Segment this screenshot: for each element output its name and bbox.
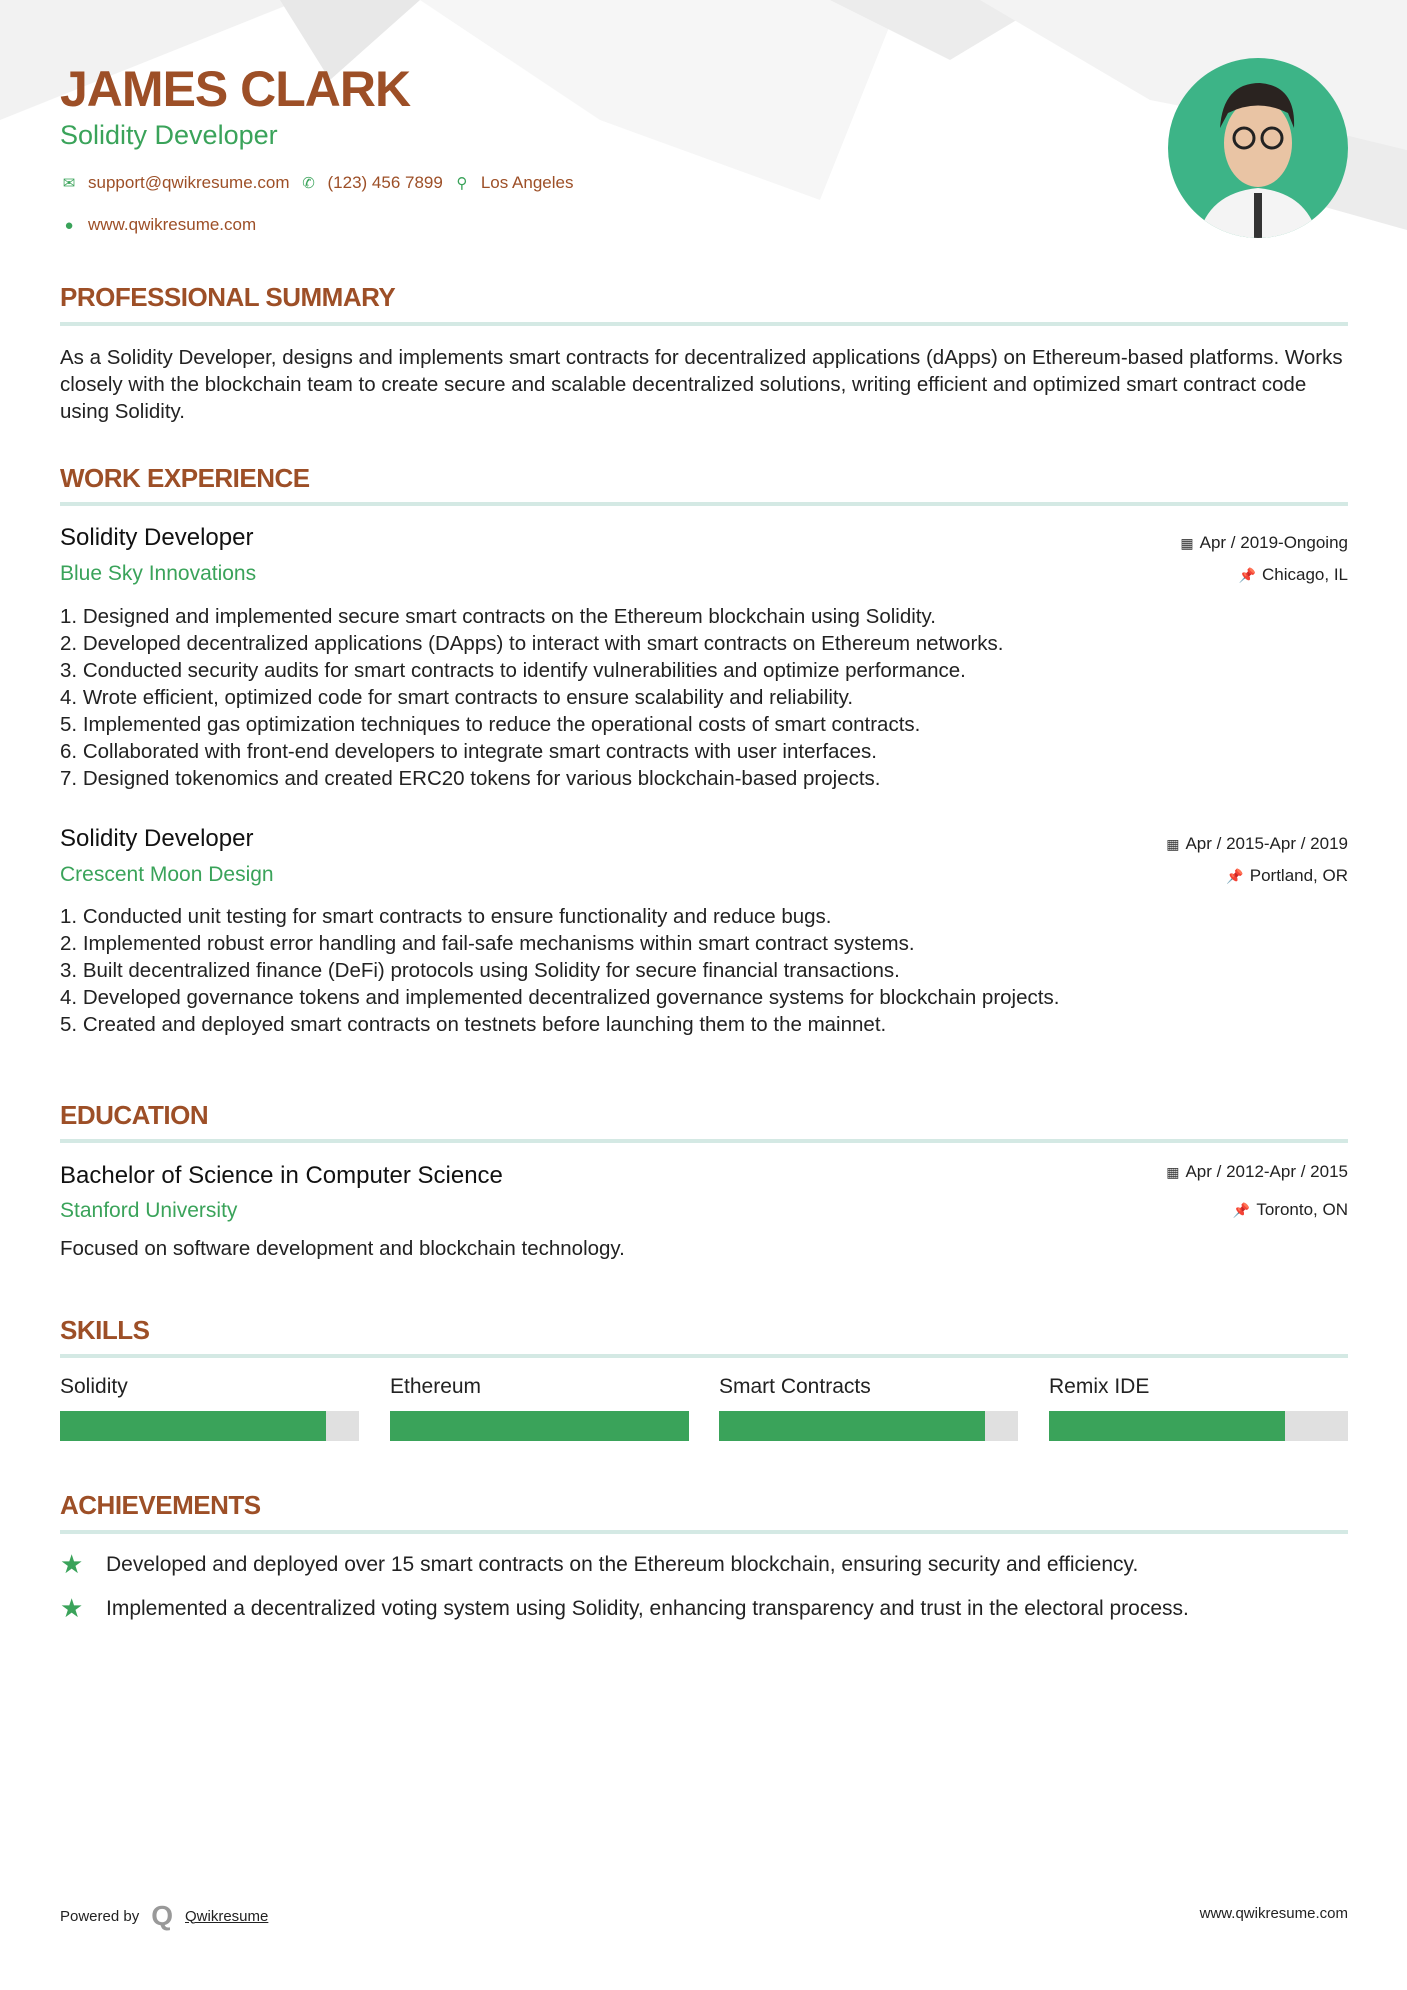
- job-location-text: Chicago, IL: [1262, 565, 1348, 584]
- powered-by-label: Powered by: [60, 1907, 140, 1925]
- job-location: [1226, 866, 1348, 886]
- divider: [60, 1354, 1348, 1358]
- divider: [60, 1530, 1348, 1534]
- pin-icon: 📌: [1232, 1201, 1251, 1218]
- list-item: Developed decentralized applications (DApps) to interact with smart contracts on Ethereum networks.: [82, 632, 1004, 655]
- skill-item: [719, 1375, 1018, 1441]
- candidate-name: JAMES CLARK: [60, 61, 411, 117]
- achievement-text: Developed and deployed over 15 smart contracts on the Ethereum blockchain, ensuring security and efficiency.: [106, 1552, 1139, 1576]
- phone-text: (123) 456 7899: [327, 173, 443, 192]
- calendar-icon: ▦: [1166, 835, 1180, 852]
- job-company: Blue Sky Innovations: [60, 562, 257, 585]
- skill-bar: [719, 1411, 1018, 1441]
- contact-row: [60, 173, 573, 193]
- pin-icon: 📌: [1238, 566, 1256, 583]
- skill-name: Smart Contracts: [719, 1375, 871, 1398]
- list-item: Designed tokenomics and created ERC20 tokens for various blockchain-based projects.: [82, 767, 881, 790]
- skill-name: Ethereum: [390, 1375, 482, 1398]
- job-dates: [1180, 533, 1348, 553]
- phone-icon: ✆: [302, 175, 315, 192]
- job-dates-text: Apr / 2019-Ongoing: [1199, 533, 1348, 552]
- globe-icon: ●: [64, 216, 74, 234]
- list-item: Implemented robust error handling and fail-safe mechanisms within smart contract systems.: [82, 932, 915, 955]
- footer-website[interactable]: www.qwikresume.com: [1199, 1905, 1348, 1922]
- divider: [60, 1139, 1348, 1143]
- achievement-text: Implemented a decentralized voting system using Solidity, enhancing transparency and trust in the electoral process.: [106, 1596, 1189, 1620]
- skill-fill: [1049, 1411, 1285, 1441]
- job-location: [1239, 565, 1348, 585]
- envelope-icon: ✉: [62, 175, 76, 192]
- map-pin-icon: ⚲: [456, 175, 468, 192]
- calendar-icon: ▦: [1180, 534, 1194, 551]
- list-item: Conducted unit testing for smart contracts to ensure functionality and reduce bugs.: [82, 905, 832, 928]
- pin-icon: 📌: [1226, 867, 1244, 884]
- list-item: Developed governance tokens and implemented decentralized governance systems for blockchain projects.: [82, 986, 1060, 1009]
- education-dates-text: Apr / 2012-Apr / 2015: [1185, 1162, 1348, 1181]
- summary-text: As a Solidity Developer, designs and implements smart contracts for decentralized applications (dApps) on Ethereum-based platforms. Works closely with the blockchain team to create secure and scalable decentralized solutions, writing efficient and optimized smart contract code using Solidity.: [60, 346, 1343, 423]
- email-link[interactable]: support@qwikresume.com: [88, 173, 290, 192]
- summary-heading: PROFESSIONAL SUMMARY: [60, 282, 396, 312]
- education-dates: [1166, 1162, 1348, 1182]
- education-description: Focused on software development and blockchain technology.: [60, 1237, 625, 1260]
- job-location-text: Portland, OR: [1249, 866, 1348, 885]
- qwikresume-logo-icon: Q: [151, 1900, 173, 1931]
- divider: [60, 322, 1348, 326]
- star-award-icon: ★: [60, 1593, 84, 1623]
- job-bullets: [60, 603, 1348, 792]
- skill-bar: [390, 1411, 689, 1441]
- list-item: Created and deployed smart contracts on testnets before launching them to the mainnet.: [82, 1013, 887, 1036]
- job-title: Solidity Developer: [60, 825, 254, 852]
- skill-item: [390, 1375, 689, 1441]
- divider: [60, 502, 1348, 506]
- experience-heading: WORK EXPERIENCE: [60, 463, 310, 493]
- school: Stanford University: [60, 1199, 238, 1222]
- skill-item: [1049, 1375, 1348, 1441]
- website-row: [60, 215, 256, 235]
- skill-fill: [719, 1411, 985, 1441]
- job-dates-text: Apr / 2015-Apr / 2019: [1185, 834, 1348, 853]
- job-company: Crescent Moon Design: [60, 863, 274, 886]
- website-link[interactable]: www.qwikresume.com: [88, 215, 257, 234]
- list-item: Designed and implemented secure smart contracts on the Ethereum blockchain using Solidity.: [82, 605, 936, 628]
- skill-fill: [390, 1411, 689, 1441]
- location-text: Los Angeles: [480, 173, 574, 192]
- profile-photo: [1168, 58, 1348, 238]
- education-location: [1233, 1200, 1348, 1220]
- list-item: Collaborated with front-end developers to integrate smart contracts with user interfaces.: [82, 740, 878, 763]
- degree: Bachelor of Science in Computer Science: [60, 1162, 503, 1189]
- education-location-text: Toronto, ON: [1256, 1200, 1348, 1219]
- skills-heading: SKILLS: [60, 1315, 150, 1345]
- education-heading: EDUCATION: [60, 1100, 209, 1130]
- skill-name: Solidity: [60, 1375, 128, 1398]
- candidate-title: Solidity Developer: [60, 120, 278, 150]
- list-item: Conducted security audits for smart contracts to identify vulnerabilities and optimize performance.: [82, 659, 966, 682]
- achievements-heading: ACHIEVEMENTS: [60, 1490, 261, 1520]
- job-title: Solidity Developer: [60, 524, 254, 551]
- calendar-icon: ▦: [1166, 1163, 1180, 1180]
- brand-link[interactable]: Qwikresume: [185, 1907, 269, 1925]
- footer-left: [60, 1900, 268, 1932]
- achievement-item: [60, 1593, 1189, 1624]
- job-bullets: [60, 903, 1348, 1038]
- skill-bar: [1049, 1411, 1348, 1441]
- job-dates: [1166, 834, 1348, 854]
- skill-bar: [60, 1411, 359, 1441]
- skill-item: [60, 1375, 359, 1441]
- list-item: Implemented gas optimization techniques to reduce the operational costs of smart contracts.: [82, 713, 921, 736]
- list-item: Wrote efficient, optimized code for smart contracts to ensure scalability and reliability.: [82, 686, 854, 709]
- star-award-icon: ★: [60, 1549, 84, 1579]
- achievement-item: [60, 1549, 1138, 1580]
- skill-fill: [60, 1411, 326, 1441]
- list-item: Built decentralized finance (DeFi) protocols using Solidity for secure financial transactions.: [82, 959, 900, 982]
- skill-name: Remix IDE: [1049, 1375, 1150, 1398]
